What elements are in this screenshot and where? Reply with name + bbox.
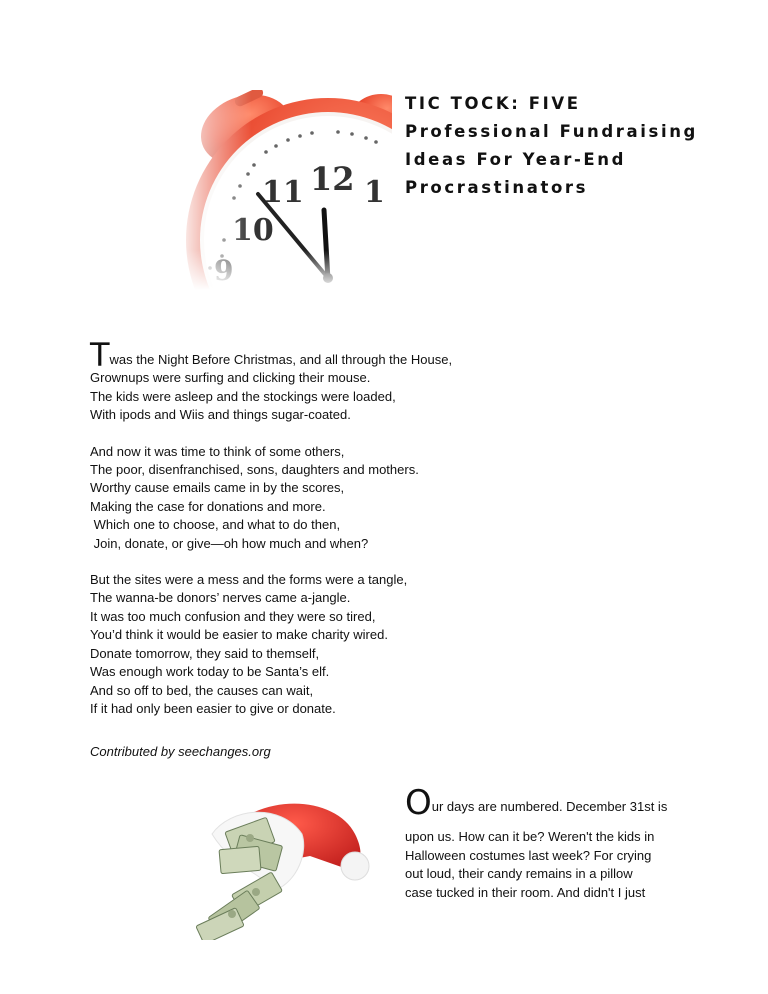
- article-line: case tucked in their room. And didn't I just: [405, 884, 646, 900]
- poem-line: Worthy cause emails came in by the scores,: [90, 480, 345, 496]
- title-line: TIC TOCK: FIVE: [405, 94, 581, 113]
- poem-stanza: [90, 571, 650, 718]
- poem-stanza: [90, 443, 650, 553]
- poem-line: Which one to choose, and what to do then,: [90, 517, 341, 533]
- article-line: out loud, their candy remains in a pillow: [405, 866, 633, 882]
- article-title: [405, 90, 735, 202]
- poem-contributor: Contributed by seechanges.org: [90, 744, 271, 759]
- drop-cap: O: [405, 783, 432, 823]
- alarm-clock-icon: [176, 90, 392, 290]
- poem-line: Making the case for donations and more.: [90, 498, 326, 514]
- poem-line: Donate tomorrow, they said to themself,: [90, 645, 320, 661]
- poem-line: But the sites were a mess and the forms were a tangle,: [90, 572, 408, 588]
- poem-line: It was too much confusion and they were so tired,: [90, 608, 376, 624]
- poem-line: You’d think it would be easier to make charity wired.: [90, 627, 388, 643]
- poem-line: Grownups were surfing and clicking their mouse.: [90, 370, 371, 386]
- santa-hat-money-icon: [190, 794, 385, 940]
- article-line: upon us. How can it be? Weren't the kids in: [405, 829, 655, 845]
- poem-line: If it had only been easier to give or donate.: [90, 700, 336, 716]
- poem-stanza: [90, 336, 650, 425]
- article-line: Our days are numbered. December 31st is: [405, 783, 668, 823]
- poem-line: Twas the Night Before Christmas, and all through the House,: [90, 336, 453, 374]
- poem-line: And now it was time to think of some others,: [90, 443, 345, 459]
- poem: [90, 336, 650, 736]
- poem-line: With ipods and Wiis and things sugar-coated.: [90, 407, 351, 423]
- poem-line: And so off to bed, the causes can wait,: [90, 682, 314, 698]
- poem-line: The poor, disenfranchised, sons, daughters and mothers.: [90, 462, 419, 478]
- article-line: Halloween costumes last week? For crying: [405, 847, 652, 863]
- poem-line: The wanna-be donors’ nerves came a-jangle.: [90, 590, 351, 606]
- drop-cap: T: [90, 336, 110, 374]
- poem-line: Was enough work today to be Santa’s elf.: [90, 664, 330, 680]
- article-intro: [405, 783, 725, 902]
- poem-line: The kids were asleep and the stockings were loaded,: [90, 388, 396, 404]
- title-line: Procrastinators: [405, 178, 589, 197]
- title-line: Professional Fundraising: [405, 122, 698, 141]
- title-line: Ideas For Year-End: [405, 150, 627, 169]
- poem-line: Join, donate, or give—oh how much and when?: [90, 535, 369, 551]
